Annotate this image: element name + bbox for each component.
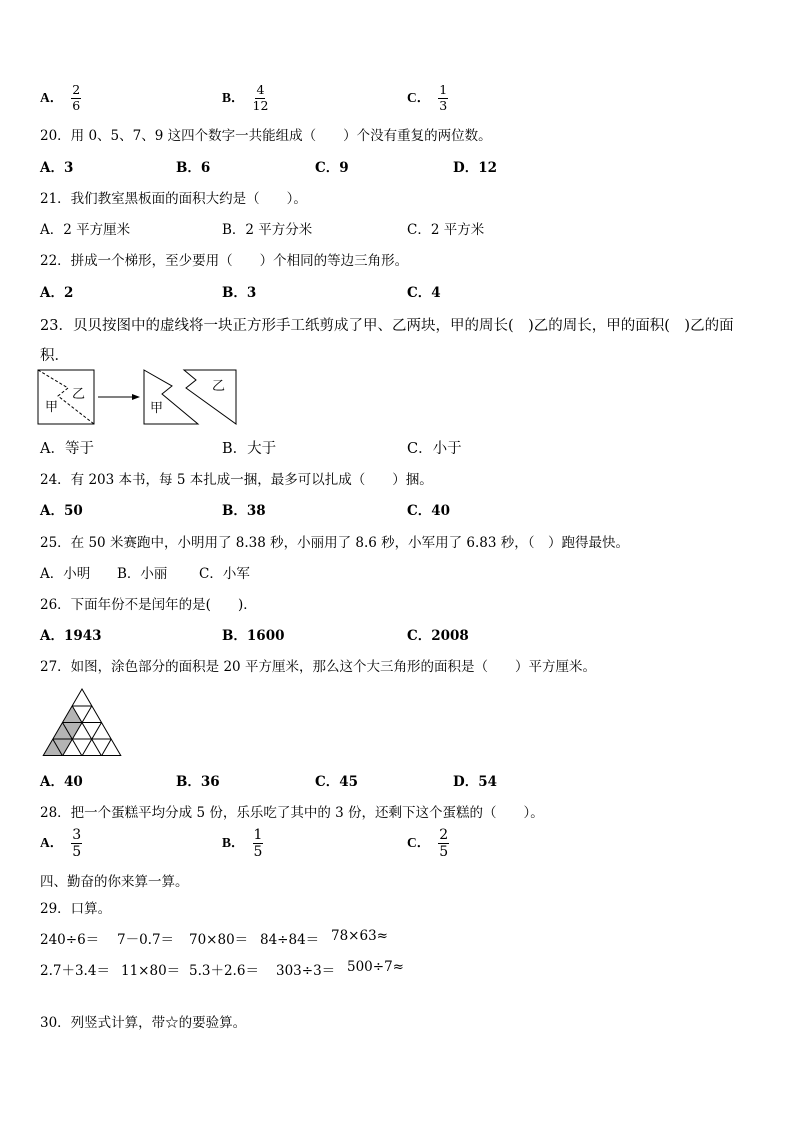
q21-option-b[interactable]: B．2 平方分米: [222, 222, 313, 238]
q29-row1-item: 7－0.7＝: [117, 932, 175, 948]
q19-option-b[interactable]: B． $\frac{4}{12}$: [222, 82, 269, 113]
label-yi-piece: 乙: [212, 379, 226, 394]
q26-option-b[interactable]: B．1600: [222, 628, 285, 644]
q30-question: 30．列竖式计算，带☆的要验算。: [40, 1015, 247, 1031]
square-outline: [38, 370, 94, 424]
q23-question: 23．贝贝按图中的虚线将一块正方形手工纸剪成了甲、乙两块，甲的周长( )乙的周长，甲的面积( )乙的面积．: [40, 318, 734, 364]
q21-option-a[interactable]: A．2 平方厘米: [40, 222, 131, 238]
fraction: $\frac{4}{12}$: [252, 82, 269, 113]
q29-row1-item: 240÷6＝: [40, 932, 100, 948]
q25-option-a[interactable]: A．小明: [40, 566, 91, 582]
q27-option-b[interactable]: B．36: [176, 774, 220, 790]
q27-triangle-figure: [40, 682, 130, 756]
q27-question: 27．如图，涂色部分的面积是 20 平方厘米，那么这个大三角形的面积是（ ）平方厘米。: [40, 659, 596, 675]
q24-option-a[interactable]: A．50: [40, 503, 83, 519]
q26-option-a[interactable]: A．1943: [40, 628, 102, 644]
q29-row2-item: 11×80＝: [121, 963, 181, 979]
q21-question: 21．我们教室黑板面的面积大约是（ ）。: [40, 191, 307, 207]
q25-option-c[interactable]: C．小军: [199, 566, 250, 582]
fraction: $\frac{2}{5}$: [439, 827, 449, 860]
q20-question: 20．用 0、5、7、9 这四个数字一共能组成（ ）个没有重复的两位数。: [40, 128, 492, 144]
q29-row2-item: 5.3＋2.6＝: [189, 963, 259, 979]
q28-option-c[interactable]: C． $\frac{2}{5}$: [407, 827, 449, 860]
q29-question: 29．口算。: [40, 901, 112, 917]
fraction: $\frac{1}{3}$: [439, 82, 448, 113]
q24-question: 24．有 203 本书，每 5 本扎成一捆，最多可以扎成（ ）捆。: [40, 472, 433, 488]
section-four-title: 四、勤奋的你来算一算。: [40, 874, 189, 890]
q29-row2-item: 500÷7≈: [347, 959, 404, 975]
q26-option-c[interactable]: C．2008: [407, 628, 469, 644]
q19-option-c[interactable]: C． $\frac{1}{3}$: [407, 82, 448, 113]
q29-row1-item: 84÷84＝: [260, 932, 320, 948]
q21-option-c[interactable]: C．2 平方米: [407, 222, 485, 238]
arrow-head-icon: [132, 394, 140, 400]
fraction: $\frac{3}{5}$: [72, 827, 82, 860]
q22-option-b[interactable]: B．3: [222, 285, 257, 301]
q27-option-d[interactable]: D．54: [453, 774, 497, 790]
q23-figure: [36, 366, 246, 430]
label-jia-piece: 甲: [150, 401, 164, 416]
q22-option-c[interactable]: C．4: [407, 285, 441, 301]
q19-option-a[interactable]: A． $\frac{2}{6}$: [40, 82, 81, 113]
q26-question: 26．下面年份不是闰年的是( )．: [40, 597, 257, 613]
q27-option-a[interactable]: A．40: [40, 774, 83, 790]
fraction: $\frac{1}{5}$: [253, 827, 263, 860]
q20-option-b[interactable]: B．6: [176, 160, 211, 176]
q24-option-b[interactable]: B．38: [222, 503, 266, 519]
q20-option-c[interactable]: C．9: [315, 160, 349, 176]
q29-row2-item: 2.7＋3.4＝: [40, 963, 110, 979]
q29-row1-item: 78×63≈: [331, 928, 388, 944]
q28-question: 28．把一个蛋糕平均分成 5 份，乐乐吃了其中的 3 份，还剩下这个蛋糕的（ ）。: [40, 805, 544, 821]
q28-option-a[interactable]: A． $\frac{3}{5}$: [40, 827, 82, 860]
q20-option-a[interactable]: A．3: [40, 160, 74, 176]
q22-option-a[interactable]: A．2: [40, 285, 74, 301]
q23-option-a[interactable]: A．等于: [40, 441, 94, 457]
q22-question: 22．拼成一个梯形，至少要用（ ）个相同的等边三角形。: [40, 253, 409, 269]
q24-option-c[interactable]: C．40: [407, 503, 451, 519]
q25-question: 25．在 50 米赛跑中，小明用了 8.38 秒，小丽用了 8.6 秒，小军用了 6.83 秒，（ ）跑得最快。: [40, 535, 630, 551]
cut-line: [38, 370, 94, 424]
label-jia: 甲: [45, 400, 59, 415]
label-yi: 乙: [72, 387, 86, 402]
q28-option-b[interactable]: B． $\frac{1}{5}$: [222, 827, 263, 860]
shaded-triangle: [63, 706, 83, 723]
piece-yi: [184, 370, 236, 424]
q27-option-c[interactable]: C．45: [315, 774, 359, 790]
q29-row1-item: 70×80＝: [189, 932, 249, 948]
q20-option-d[interactable]: D．12: [453, 160, 497, 176]
q23-option-b[interactable]: B．大于: [222, 441, 277, 457]
q29-row2-item: 303÷3＝: [276, 963, 336, 979]
q23-option-c[interactable]: C．小于: [407, 441, 462, 457]
q25-option-b[interactable]: B．小丽: [117, 566, 168, 582]
fraction: $\frac{2}{6}$: [72, 82, 81, 113]
